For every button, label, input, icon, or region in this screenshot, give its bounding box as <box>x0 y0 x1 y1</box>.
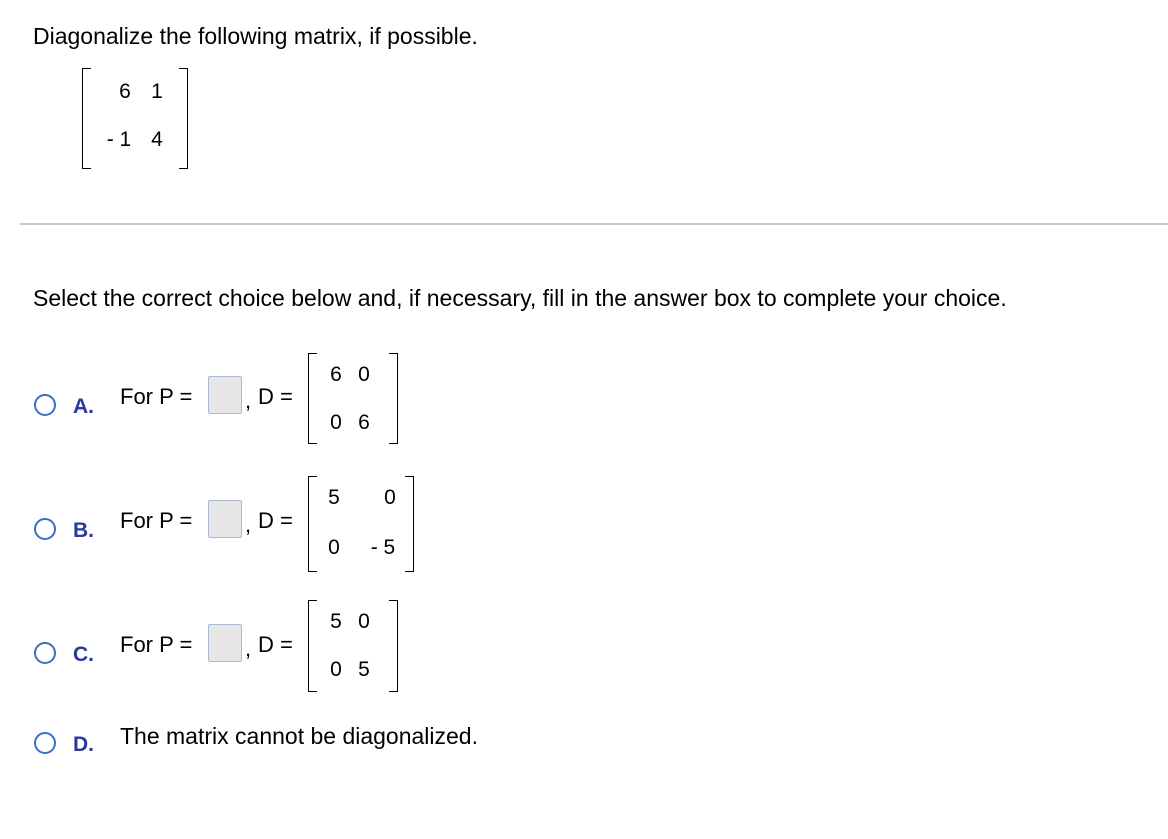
comma: , <box>245 636 252 661</box>
matrix-cell: 0 <box>330 658 342 681</box>
choice-letter: A. <box>73 395 94 418</box>
p-answer-box-b[interactable] <box>208 500 242 538</box>
right-bracket <box>389 353 398 444</box>
matrix-cell: 0 <box>330 411 342 434</box>
p-label: For P = <box>120 508 193 533</box>
choice-letter: D. <box>73 733 94 756</box>
radio-button-c[interactable] <box>34 642 56 664</box>
right-bracket <box>179 68 188 169</box>
choice-d-text: The matrix cannot be diagonalized. <box>120 723 478 749</box>
p-answer-box-c[interactable] <box>208 624 242 662</box>
p-label: For P = <box>120 384 193 409</box>
matrix-cell: - 5 <box>370 536 396 559</box>
question-matrix <box>82 68 188 169</box>
matrix-cell: 0 <box>328 536 340 559</box>
instruction-text: Select the correct choice below and, if necessary, fill in the answer box to complete your choice. <box>33 285 1007 311</box>
left-bracket <box>308 600 317 692</box>
right-bracket <box>405 476 414 572</box>
left-bracket <box>308 353 317 444</box>
radio-button-d[interactable] <box>34 732 56 754</box>
choice-letter: B. <box>73 519 94 542</box>
radio-button-b[interactable] <box>34 518 56 540</box>
matrix-cell: 1 <box>151 80 163 103</box>
matrix-cell: 5 <box>358 658 370 681</box>
question-prompt: Diagonalize the following matrix, if possible. <box>33 23 478 49</box>
matrix-cell: 5 <box>330 610 342 633</box>
matrix-cell: 4 <box>151 128 163 151</box>
comma: , <box>245 512 252 537</box>
d-matrix-c <box>308 600 398 692</box>
matrix-cell: - 1 <box>106 128 132 151</box>
d-label: D = <box>258 508 293 533</box>
d-matrix-a <box>308 353 398 444</box>
matrix-cell: 6 <box>119 80 131 103</box>
section-divider <box>20 223 1168 225</box>
matrix-cell: 0 <box>384 486 396 509</box>
p-label: For P = <box>120 632 193 657</box>
matrix-cell: 0 <box>358 363 370 386</box>
right-bracket <box>389 600 398 692</box>
matrix-cell: 6 <box>358 411 370 434</box>
d-label: D = <box>258 384 293 409</box>
choice-letter: C. <box>73 643 94 666</box>
d-matrix-b <box>308 476 414 572</box>
radio-button-a[interactable] <box>34 394 56 416</box>
matrix-cell: 5 <box>328 486 340 509</box>
d-label: D = <box>258 632 293 657</box>
comma: , <box>245 388 252 413</box>
matrix-cell: 6 <box>330 363 342 386</box>
left-bracket <box>82 68 91 169</box>
left-bracket <box>308 476 317 572</box>
matrix-cell: 0 <box>358 610 370 633</box>
p-answer-box-a[interactable] <box>208 376 242 414</box>
